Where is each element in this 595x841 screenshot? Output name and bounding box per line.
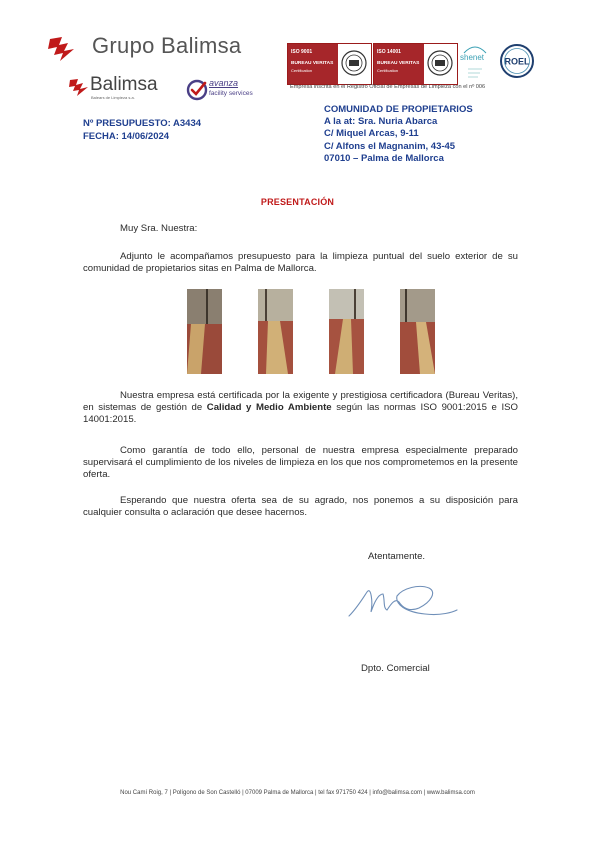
bureau-veritas-seal-icon [426, 49, 454, 77]
shenet-label: shenet [460, 53, 485, 62]
avanza-logo-icon [186, 79, 208, 101]
department-signature: Dpto. Comercial [361, 663, 430, 674]
salutation: Muy Sra. Nuestra: [120, 223, 198, 234]
group-name: Grupo Balimsa [92, 33, 242, 58]
addressee-line: 07010 – Palma de Mallorca [324, 152, 444, 164]
letter-title: PRESENTACIÓN [260, 197, 335, 207]
brand-tagline: Balears de Limpieza s.a. [91, 95, 135, 100]
addressee-line: A la at: Sra. Nuria Abarca [324, 116, 438, 128]
guarantee-paragraph: Como garantía de todo ello, personal de nuestra empresa especialmente preparado supervisará el cumplimiento de los niveles de limpieza en los que nos comprometemos en la presente oferta. [83, 445, 518, 480]
grupo-balimsa-logo-icon [46, 35, 80, 63]
certification-paragraph: Nuestra empresa está certificada por la exigente y prestigiosa certificadora (Bureau Veritas), en sistemas de gestión de Calidad y Medio Ambiente según las normas ISO 9001:2015 e ISO 14001:2015. [83, 390, 518, 425]
roel-logo-icon [499, 43, 535, 79]
balimsa-logo-icon [68, 77, 90, 97]
brand-name: Balimsa [90, 74, 158, 95]
closing-line: Atentamente. [368, 551, 426, 562]
partner-tagline: facility services [209, 90, 253, 97]
budget-date: FECHA: 14/06/2024 [83, 131, 170, 142]
closing-paragraph: Esperando que nuestra oferta sea de su agrado, nos ponemos a su disposición para cualquier consulta o aclaración que desee hacernos. [83, 495, 518, 518]
floor-photo [329, 289, 364, 374]
iso-14001-certificate: ISO 14001 BUREAU VERITAS Certification [373, 43, 458, 85]
footer-contact: Nou Camí Roig, 7 | Polígono de Son Castelló | 07009 Palma de Mallorca | tel fax 971750 424 | info@balimsa.com | www.balimsa.com [120, 790, 475, 796]
intro-paragraph: Adjunto le acompañamos presupuesto para la limpieza puntual del suelo exterior de su comunidad de propietarios sitas en Palma de Mallorca. [83, 251, 518, 274]
svg-text:ROEL: ROEL [504, 56, 530, 67]
addressee-block [324, 104, 473, 165]
signature-icon [345, 578, 460, 623]
addressee-line: COMUNIDAD DE PROPIETARIOS [324, 104, 473, 115]
floor-photo [400, 289, 435, 374]
registry-note: Empresa inscrita en el Registro Oficial de Empresas de Limpieza con el nº 006 [290, 84, 486, 90]
budget-number: Nº PRESUPUESTO: A3434 [83, 118, 202, 129]
addressee-line: C/ Miquel Arcas, 9-11 [324, 128, 419, 140]
addressee-line: C/ Alfons el Magnanim, 43-45 [324, 140, 456, 152]
partner-name: avanza [209, 78, 239, 88]
certification-bold: Calidad y Medio Ambiente [206, 401, 332, 413]
floor-photo [187, 289, 222, 374]
iso-9001-certificate: ISO 9001 BUREAU VERITAS Certification [287, 43, 372, 85]
shenet-logo-icon [458, 43, 492, 83]
bureau-veritas-seal-icon [340, 49, 368, 77]
floor-photo [258, 289, 293, 374]
